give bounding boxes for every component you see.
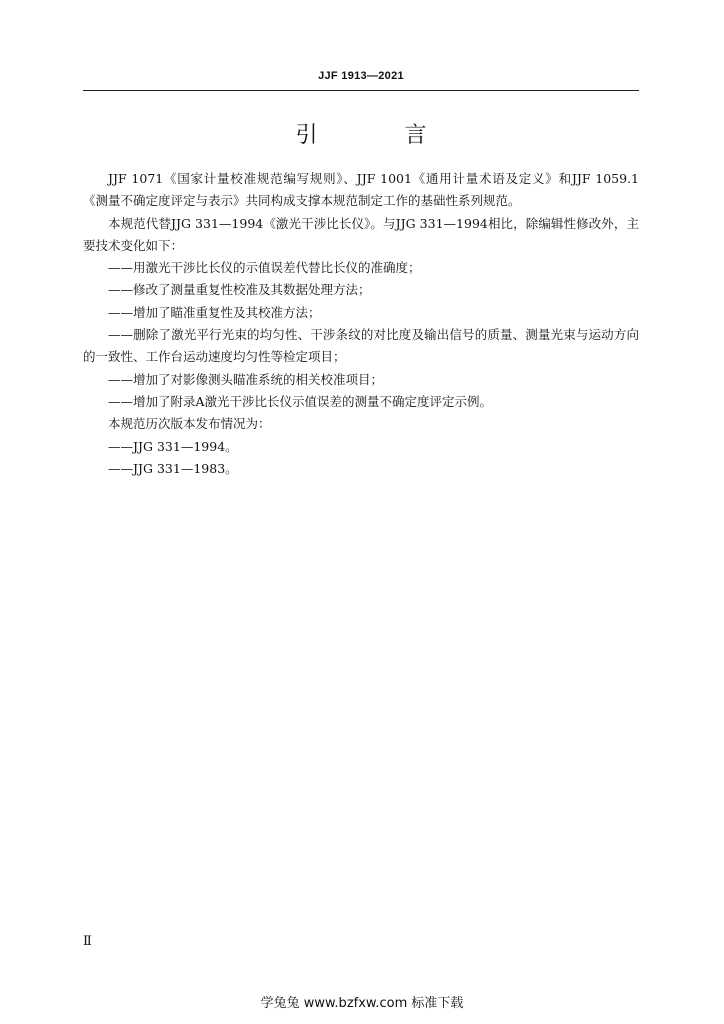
section-title: 引 言 — [295, 123, 467, 148]
body-text — [83, 168, 639, 480]
history-item: ——JJG 331—1994。 — [108, 438, 238, 454]
watermark-text: 学兔兔 www.bzfxw.com 标准下载 — [260, 996, 464, 1011]
change-item: ——用激光干涉比长仪的示值误差代替比长仪的准确度； — [108, 260, 421, 276]
paragraph-history: 本规范历次版本发布情况为： — [108, 416, 271, 432]
change-item: ——增加了对影像测头瞄准系统的相关校准项目； — [108, 371, 384, 387]
change-item: ——删除了激光平行光束的均匀性、干涉条纹的对比度及输出信号的质量、测量光束与运动方向的一致性、工作台运动速度均匀性等检定项目； — [83, 327, 639, 365]
page-number: Ⅱ — [83, 934, 92, 949]
document-code-header: JJF 1913—2021 — [318, 70, 404, 82]
change-item: ——增加了附录A激光干涉比长仪示值误差的测量不确定度评定示例。 — [108, 393, 493, 409]
change-item: ——修改了测量重复性校准及其数据处理方法； — [108, 282, 371, 298]
paragraph-intro: JJF 1071《国家计量校准规范编写规则》、JJF 1001《通用计量术语及定义》和JJF 1059.1《测量不确定度评定与表示》共同构成支撑本规范制定工作的基础性系列规范。 — [83, 171, 639, 209]
header-divider — [83, 90, 639, 91]
change-item: ——增加了瞄准重复性及其校准方法； — [108, 304, 321, 320]
history-item: ——JJG 331—1983。 — [108, 460, 238, 476]
paragraph-replacement: 本规范代替JJG 331—1994《激光干涉比长仪》。与JJG 331—1994相比，除编辑性修改外，主要技术变化如下： — [83, 215, 639, 253]
